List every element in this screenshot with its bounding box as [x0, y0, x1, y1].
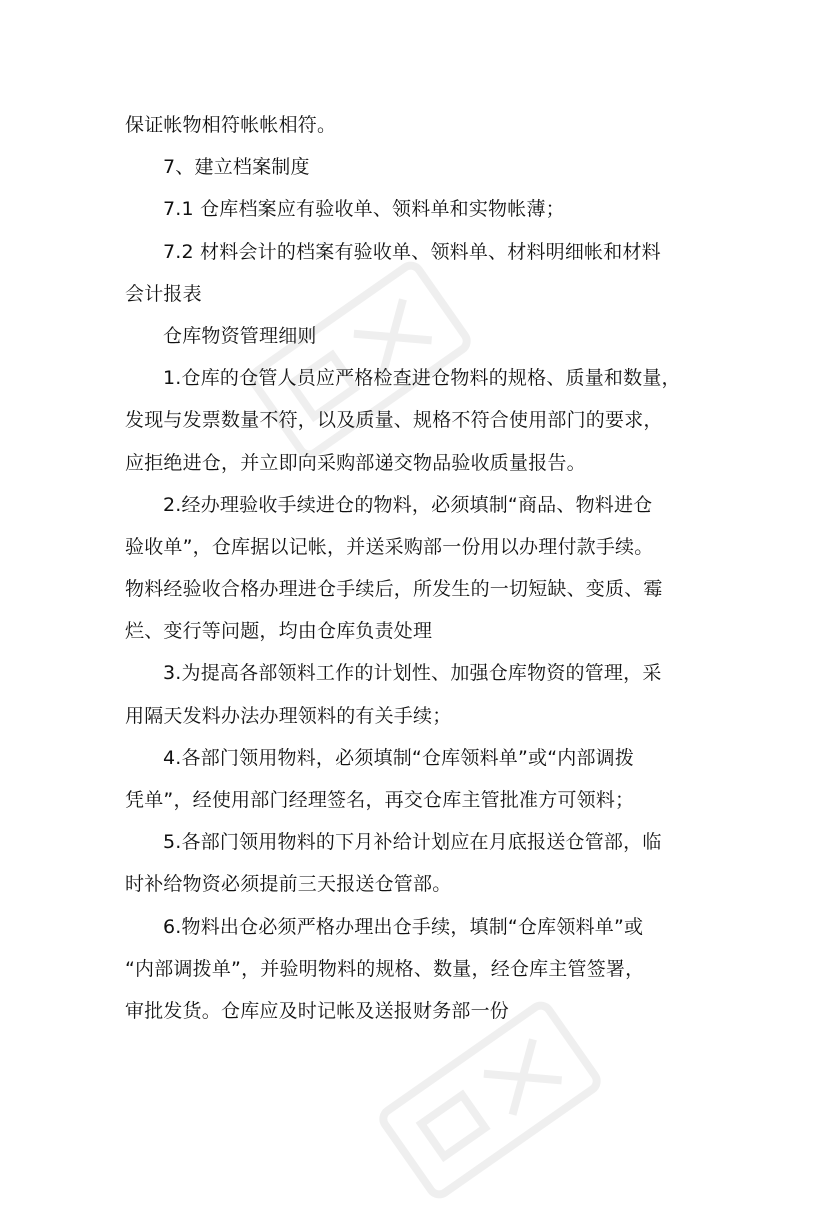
text-line: 3.为提高各部领料工作的计划性、加强仓库物资的管理，采: [163, 662, 662, 685]
text-line: “内部调拨单”，并验明物料的规格、数量，经仓库主管签署，: [125, 957, 645, 980]
text-line: 2.经办理验收手续进仓的物料，必须填制“商品、物料进仓: [163, 493, 653, 516]
text-line: 物料经验收合格办理进仓手续后，所发生的一切短缺、变质、霉: [125, 578, 663, 601]
text-line: 4.各部门领用物料，必须填制“仓库领料单”或“内部调拨: [163, 746, 635, 769]
text-line: 会计报表: [125, 282, 202, 305]
text-line: 5.各部门领用物料的下月补给计划应在月底报送仓管部，临: [163, 831, 662, 854]
text-line: 用隔天发料办法办理领料的有关手续；: [125, 704, 452, 727]
text-line: 验收单”，仓库据以记帐，并送采购部一份用以办理付款手续。: [125, 535, 654, 558]
text-line: 发现与发票数量不符，以及质量、规格不符合使用部门的要求，: [125, 409, 663, 432]
text-line: 时补给物资必须提前三天报送仓管部。: [125, 873, 452, 896]
text-line: 7.2 材料会计的档案有验收单、领料单、材料明细帐和材料: [163, 240, 661, 263]
text-line: 7.1 仓库档案应有验收单、领料单和实物帐薄；: [163, 198, 565, 221]
text-line: 凭单”，经使用部门经理签名，再交仓库主管批准方可领料；: [125, 789, 635, 811]
text-line: 6.物料出仓必须严格办理出仓手续，填制“仓库领料单”或: [163, 915, 644, 938]
section-heading: 仓库物资管理细则: [163, 324, 317, 347]
section-heading: 7、建立档案制度: [163, 156, 310, 179]
text-line: 保证帐物相符帐帐相符。: [125, 114, 337, 136]
text-line: 1.仓库的仓管人员应严格检查进仓物料的规格、质量和数量，: [163, 367, 681, 390]
text-line: 审批发货。仓库应及时记帐及送报财务部一份: [125, 999, 510, 1022]
text-line: 烂、变行等问题，均由仓库负责处理: [125, 620, 433, 643]
text-line: 应拒绝进仓，并立即向采购部递交物品验收质量报告。: [125, 451, 586, 474]
document-body: [125, 104, 715, 1032]
